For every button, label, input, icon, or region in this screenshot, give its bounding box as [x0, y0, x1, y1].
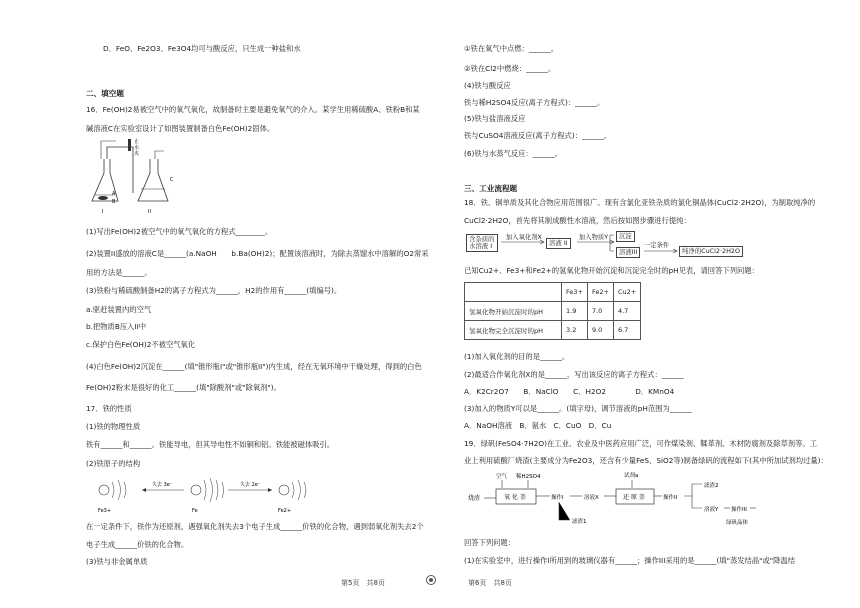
r-line-1: ①铁在氧气中点燃：______。 — [464, 44, 559, 53]
label-i: I — [102, 209, 104, 215]
flow-box-solution2: 溶液 II — [546, 238, 571, 249]
page-divider-circle-icon — [426, 575, 436, 585]
table-cell: 氢氧化物完全沉淀时的pH — [465, 321, 562, 340]
q18-text-cont: CuCl2·2H2O，首先将其制成酸性水溶液，然后按如图步骤进行提纯： — [464, 216, 691, 225]
q16-2: (2)装置II盛放的溶液C是______(a.NaOH b.Ba(OH)2)；配置该溶液时，为除去蒸馏水中溶解的O2常采 — [86, 249, 429, 258]
label-c: C — [170, 177, 174, 183]
table-cell: 氢氧化物开始沉淀时的pH — [465, 302, 562, 321]
table-cell: 4.7 — [613, 302, 640, 321]
q17-1a: 铁有______和______。铁能导电，但其导电性不如铜和铝。铁能被磁体吸引。 — [86, 440, 335, 449]
q18-2: (2)最适合作氧化剂X的是______，写出该反应的离子方程式：______ — [464, 370, 684, 379]
q18-text: 18．铁、铜单质及其化合物应用范围很广。现有含氯化亚铁杂质的氯化铜晶体(CuCl2·2H2O)，为制取纯净的 — [464, 198, 816, 207]
section-heading-fill: 二、填空题 — [86, 89, 124, 98]
label-water: 水 — [134, 145, 140, 151]
flow19-slag: 烧渣 — [468, 495, 481, 502]
r-line-7: (6)铁与水蒸气反应：______。 — [464, 149, 562, 158]
q19-1: (1)在实验室中，进行操作I所用到的玻璃仪器有______；操作III采用的是______(填"蒸发结晶"或"降温结 — [464, 556, 796, 565]
table-header-cell: Fe3+ — [562, 283, 588, 302]
fe3-ion-icon — [99, 480, 126, 500]
label-lose3: 失去 3e⁻ — [152, 482, 173, 488]
table-cell: 1.9 — [562, 302, 588, 321]
flow19-dreg1: 滤渣1 — [572, 519, 587, 525]
q18-3: (3)加入的物质Y可以是______。(填字母)，调节溶液的pH范围为______ — [464, 404, 692, 413]
q19-text: 19．绿矾(FeSO4·7H2O)在工业、农业及中医药应用广泛，可作煤染剂、鞣革剂、木材防腐剂及除草剂等。工 — [464, 439, 817, 448]
flow-arrows — [464, 230, 754, 260]
label-clamp: 夹 — [134, 151, 140, 157]
flow19-op3: 操作III — [731, 507, 747, 513]
option-b: b.把物质B压入II中 — [86, 322, 147, 331]
flow-diagram-19 — [466, 472, 776, 532]
flow-box-start-line2: 水溶液 I — [469, 242, 493, 250]
flow19-reducer: 还 原 釜 — [623, 494, 645, 501]
q19-answer: 回答下列问题： — [464, 538, 516, 547]
r-line-2: ②铁在Cl2中燃烧：______。 — [464, 64, 556, 73]
right-column — [464, 0, 828, 580]
left-column — [86, 0, 441, 580]
q18-2-options: A．K2Cr2O7 B．NaClO C．H2O2 D．KMnO4 — [464, 387, 675, 396]
option-d: D．FeO、Fe2O3、Fe3O4均可与酸反应，只生成一种盐和水 — [103, 44, 301, 53]
section-heading-flow: 三、工业流程题 — [464, 184, 518, 193]
r-line-4: 铁与稀H2SO4反应(离子方程式)：______。 — [464, 98, 605, 107]
flow19-op1: 操作I — [551, 495, 564, 501]
table-cell: 7.0 — [587, 302, 613, 321]
page-footer-right: 第6页 共8页 — [468, 579, 512, 587]
r-line-6: 铁与CuSO4溶液反应(离子方程式)：______。 — [464, 131, 612, 140]
label-fe2: Fe2+ — [278, 508, 292, 514]
flow19-green: 绿矾晶体 — [726, 520, 749, 526]
q18-3-options: A．NaOH溶液 B．氨水 C．CuO D．Cu — [464, 421, 612, 430]
label-a: A — [112, 191, 116, 197]
flow-box-start-line1: 含杂质的 — [469, 235, 495, 243]
table-header-cell: Cu2+ — [613, 283, 640, 302]
flow19-reagent: 试剂a — [624, 473, 639, 479]
table-row — [465, 302, 641, 321]
tube-icon — [107, 147, 133, 193]
q16-text: 16．Fe(OH)2易被空气中的氧气氧化，故制备时主要是避免氧气的介入。某学生用稀硫酸A、铁粉B和某 — [86, 105, 420, 114]
q18-given: 已知Cu2+、Fe3+和Fe2+的氢氧化物开始沉淀和沉淀完全时的pH见表，请回答下列问题： — [464, 266, 759, 275]
clamp-icon — [128, 139, 131, 151]
q18-1: (1)加入氧化剂的目的是______。 — [464, 352, 570, 361]
atom-structure-figure — [90, 474, 330, 516]
q16-3: (3)铁粉与稀硫酸制备H2的离子方程式为______，H2的作用有______(填编号)。 — [86, 286, 342, 295]
label-fe: Fe — [192, 508, 198, 514]
q16-text-cont: 碱溶液C在实验室设计了如图装置制备白色Fe(OH)2固体。 — [86, 124, 275, 133]
apparatus-figure — [88, 137, 188, 219]
page-footer-left: 第5页 共8页 — [341, 579, 385, 587]
label-b: B — [112, 199, 116, 205]
q17-title: 17．铁的性质 — [86, 404, 132, 413]
q16-2-cont: 用的方法是______。 — [86, 268, 152, 277]
table-cell: 3.2 — [562, 321, 588, 340]
flow-label-condition: 一定条件 — [644, 242, 670, 249]
flow-label-y: 加入物质Y — [579, 234, 609, 241]
option-a: a.驱赶装置内的空气 — [86, 305, 152, 314]
table-cell: 6.7 — [613, 321, 640, 340]
q17-1: (1)铁的物理性质 — [86, 422, 141, 431]
flow19-acid: 稀H2SO4 — [516, 474, 541, 480]
flask-ii-icon — [138, 159, 168, 201]
label-stop: 止 — [134, 139, 140, 145]
flow-label-oxidant: 加入氧化剂X — [506, 234, 542, 241]
label-lose2: 失去 2e⁻ — [240, 482, 261, 488]
q19-text-cont: 业上利用硫酸厂烧渣(主要成分为Fe2O3，还含有少量FeS、SiO2等)制备绿矾的流程如下(其中所加试剂均过量)： — [464, 456, 828, 465]
flow-box-solution3: 溶液III — [616, 247, 640, 258]
flow19-soly: 溶液Y — [704, 507, 719, 513]
option-c: c.保护白色Fe(OH)2不被空气氧化 — [86, 340, 196, 349]
table-header-cell: Fe2+ — [587, 283, 613, 302]
flow19-air: 空气 — [496, 474, 508, 480]
r-line-3: (4)铁与酸反应 — [464, 81, 511, 90]
q17-2b: 电子生成______价铁的化合物。 — [86, 540, 189, 549]
table-cell: 9.0 — [587, 321, 613, 340]
q16-1: (1)写出Fe(OH)2被空气中的氧气氧化的方程式________。 — [86, 227, 273, 236]
flow19-solx: 溶液X — [584, 495, 599, 501]
fe2-ion-icon — [279, 480, 306, 500]
flow-box-product: 纯净的CuCl2·2H2O — [679, 246, 743, 257]
label-fe3: Fe3+ — [98, 508, 112, 514]
flow19-op2: 操作II — [663, 495, 678, 501]
flow19-dreg2: 滤渣2 — [704, 483, 719, 489]
label-ii: II — [148, 209, 151, 215]
ph-table — [464, 282, 641, 340]
fe-atom-icon — [191, 478, 224, 502]
q17-2a: 在一定条件下，铁作为还原剂，遇强氧化剂失去3个电子生成______价铁的化合物，遇到弱氧化剂失去2个 — [86, 522, 424, 531]
table-row — [465, 321, 641, 340]
q17-3: (3)铁与非金属单质 — [86, 557, 148, 566]
table-header-cell — [465, 283, 562, 302]
r-line-5: (5)铁与盐溶液反应 — [464, 114, 526, 123]
flow-box-precipitate: 沉淀 — [616, 231, 635, 242]
q16-4: (4)白色Fe(OH)2沉淀在______(填"锥形瓶I"或"锥形瓶II")内生成，经在无氧环境中干燥处理，得到的白色 — [86, 362, 422, 371]
flow19-oxidizer: 氧 化 釜 — [504, 494, 526, 501]
q16-4-cont: Fe(OH)2粉末是很好的化工______(填"除酸剂"或"除氧剂")。 — [86, 383, 281, 392]
table-header-row — [465, 283, 641, 302]
iron-powder-icon — [98, 196, 108, 200]
q17-2: (2)铁原子的结构 — [86, 459, 141, 468]
